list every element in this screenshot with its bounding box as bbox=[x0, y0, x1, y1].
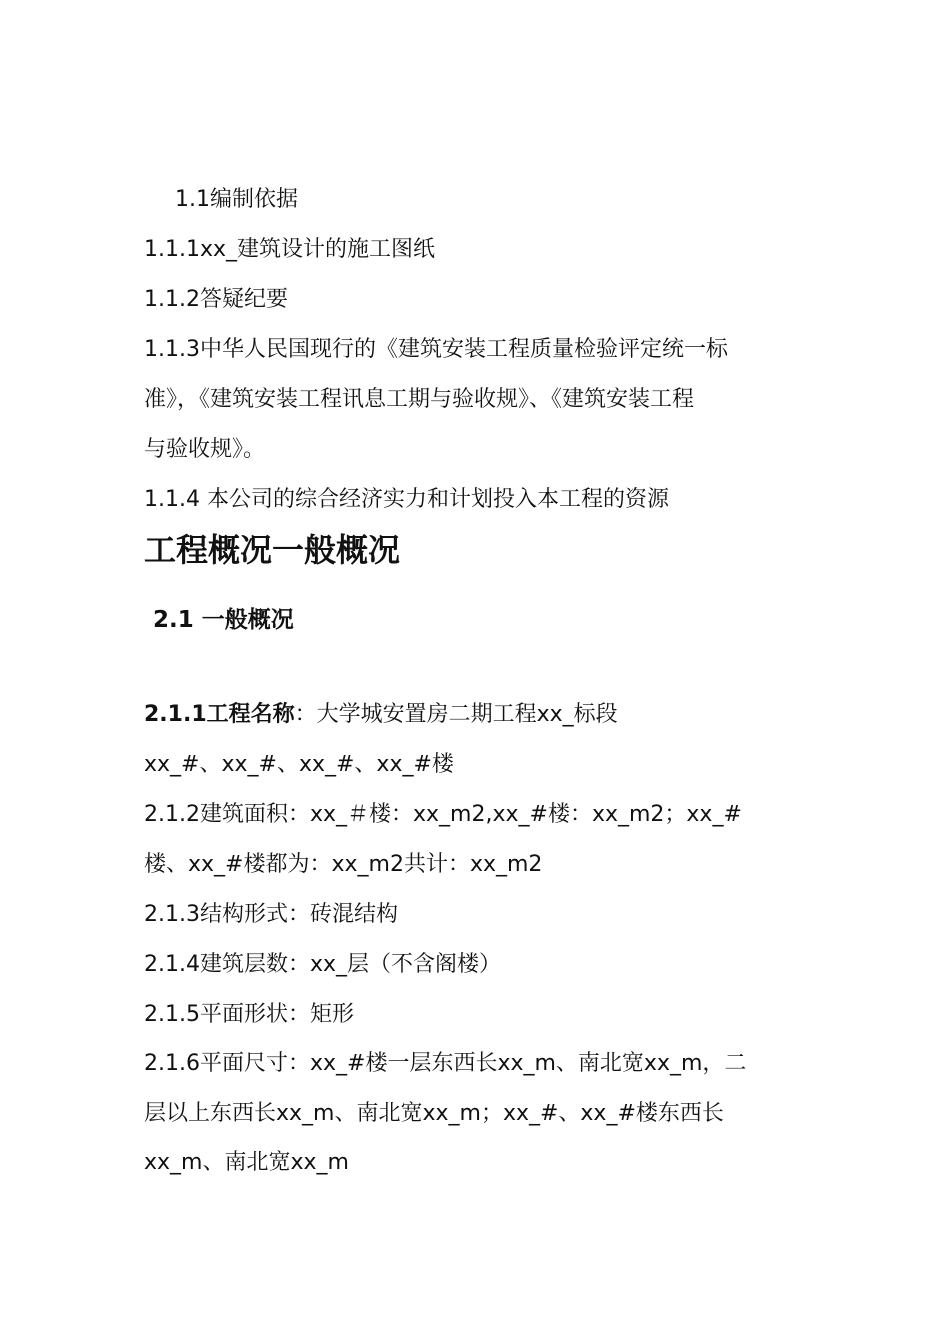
paragraph-1-1-2: 1.1.2答疑纪要 bbox=[144, 287, 288, 312]
paragraph-2-1-3: 2.1.3结构形式：砖混结构 bbox=[144, 902, 398, 927]
paragraph-1-1-1: 1.1.1xx_建筑设计的施工图纸 bbox=[144, 237, 436, 262]
paragraph-2-1-5: 2.1.5平面形状：矩形 bbox=[144, 1002, 354, 1027]
section-heading-1-1: 1.1编制依据 bbox=[175, 187, 298, 212]
paragraph-1-1-3-line2: 准》，《建筑安装工程讯息工期与验收规》、《建筑安装工程 bbox=[144, 387, 695, 412]
paragraph-2-1-4: 2.1.4建筑层数：xx_层（不含阁楼） bbox=[144, 952, 502, 977]
project-name-label: 2.1.1工程名称 bbox=[144, 702, 295, 727]
paragraph-2-1-2-line1: 2.1.2建筑面积：xx_＃楼：xx_m2,xx_#楼：xx_m2；xx_# bbox=[144, 802, 742, 827]
paragraph-2-1-1-cont: xx_#、xx_#、xx_#、xx_#楼 bbox=[144, 752, 454, 777]
paragraph-2-1-6-line1: 2.1.6平面尺寸：xx_#楼一层东西长xx_m、南北宽xx_m，二 bbox=[144, 1051, 747, 1076]
paragraph-2-1-6-line3: xx_m、南北宽xx_m bbox=[144, 1150, 349, 1175]
chapter-title: 工程概况一般概况 bbox=[144, 531, 401, 569]
paragraph-1-1-4: 1.1.4 本公司的综合经济实力和计划投入本工程的资源 bbox=[144, 487, 669, 512]
paragraph-2-1-1 bbox=[144, 700, 814, 730]
paragraph-2-1-2-line2: 楼、xx_#楼都为：xx_m2共计：xx_m2 bbox=[144, 852, 543, 877]
project-name-value: ：大学城安置房二期工程xx_标段 bbox=[294, 702, 618, 727]
paragraph-2-1-6-line2: 层以上东西长xx_m、南北宽xx_m；xx_#、xx_#楼东西长 bbox=[144, 1101, 724, 1126]
paragraph-1-1-3-line1: 1.1.3中华人民国现行的《建筑安装工程质量检验评定统一标 bbox=[144, 337, 728, 362]
paragraph-1-1-3-line3: 与验收规》。 bbox=[144, 437, 266, 462]
section-heading-2-1: 2.1 一般概况 bbox=[153, 607, 294, 633]
